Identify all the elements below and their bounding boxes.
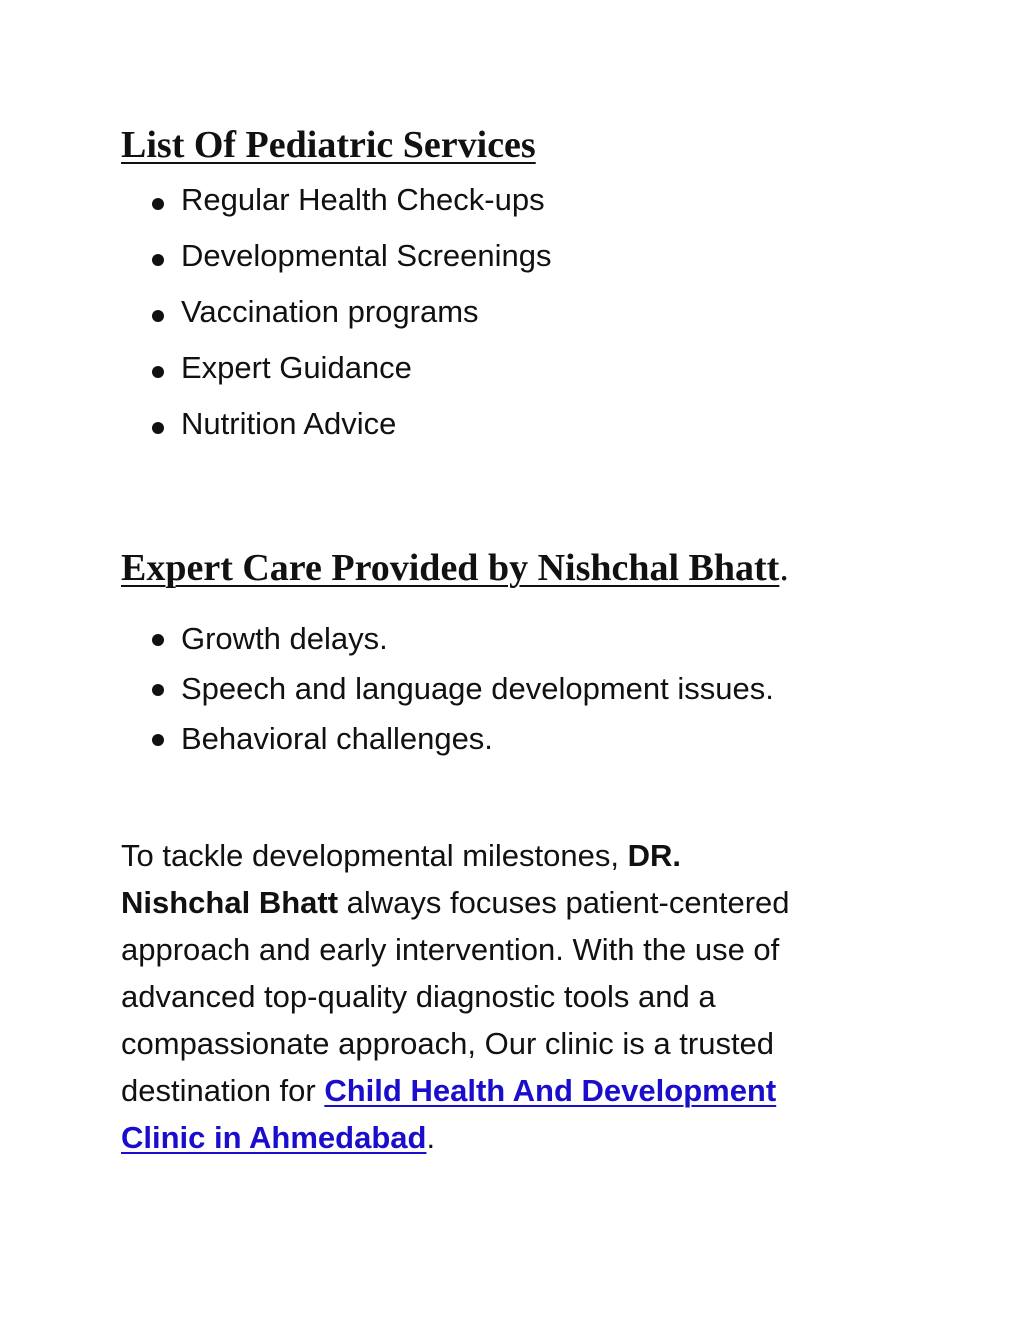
pediatric-services-list	[0, 176, 552, 456]
paragraph-line: advanced top-quality diagnostic tools and a	[121, 979, 716, 1014]
bullet-icon	[152, 254, 164, 266]
list-item	[0, 400, 552, 456]
paragraph-text: always focuses patient-centered	[338, 885, 790, 920]
section-title-pediatric-services: List Of Pediatric Services	[121, 124, 536, 166]
list-item-text: Speech and language development issues.	[181, 671, 774, 706]
section-title-expert-care	[121, 545, 789, 591]
list-item-text: Behavioral challenges.	[181, 721, 493, 756]
intro-paragraph	[121, 832, 911, 1161]
list-item	[0, 615, 774, 665]
list-item-text: Vaccination programs	[181, 294, 479, 329]
paragraph-line	[121, 1067, 911, 1114]
bullet-icon	[152, 734, 164, 746]
list-item	[0, 665, 774, 715]
list-item-text: Growth delays.	[181, 621, 388, 656]
list-item	[0, 715, 774, 765]
section-title-expert-care-text: Expert Care Provided by Nishchal Bhatt	[121, 547, 780, 589]
paragraph-text: To tackle developmental milestones,	[121, 838, 628, 873]
list-item-text: Developmental Screenings	[181, 238, 552, 273]
paragraph-text: .	[426, 1120, 436, 1155]
list-item-text: Expert Guidance	[181, 350, 412, 385]
bullet-icon	[152, 366, 164, 378]
bullet-icon	[152, 310, 164, 322]
bullet-icon	[152, 198, 164, 210]
section-title-suffix: .	[779, 547, 789, 589]
doctor-name-bold: Nishchal Bhatt	[121, 885, 339, 920]
list-item	[0, 344, 552, 400]
list-item	[0, 232, 552, 288]
bullet-icon	[152, 634, 164, 646]
list-item	[0, 176, 552, 232]
expert-care-list	[0, 615, 774, 765]
bullet-icon	[152, 422, 164, 434]
paragraph-text: destination for	[121, 1073, 325, 1108]
paragraph-line	[121, 832, 911, 879]
list-item-text: Nutrition Advice	[181, 406, 397, 441]
paragraph-line: compassionate approach, Our clinic is a trusted	[121, 1026, 775, 1061]
paragraph-line: approach and early intervention. With the use of	[121, 932, 780, 967]
clinic-link[interactable]: Clinic in Ahmedabad	[121, 1120, 427, 1155]
paragraph-line	[121, 1114, 911, 1161]
paragraph-line	[121, 879, 911, 926]
bullet-icon	[152, 684, 164, 696]
list-item	[0, 288, 552, 344]
doctor-name-bold: DR.	[627, 838, 681, 873]
clinic-link[interactable]: Child Health And Development	[324, 1073, 777, 1108]
list-item-text: Regular Health Check-ups	[181, 182, 545, 217]
